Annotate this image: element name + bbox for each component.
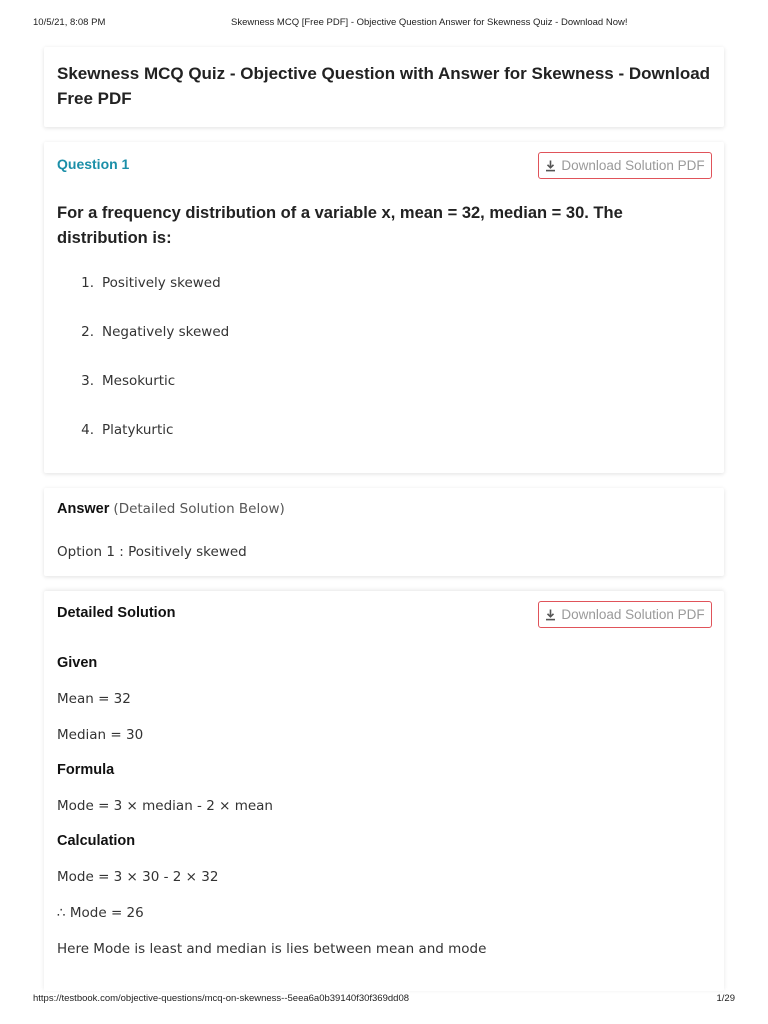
option-number: 1 . (57, 275, 94, 291)
solution-section-given: Given (57, 655, 98, 671)
solution-line: Mean = 32 (57, 691, 131, 707)
download-solution-button-2[interactable] (538, 601, 712, 628)
option-item[interactable] (57, 275, 229, 324)
download-icon (545, 160, 556, 172)
option-item[interactable] (57, 324, 229, 373)
download-icon (545, 609, 556, 621)
answer-heading (57, 501, 285, 517)
solution-heading: Detailed Solution (57, 605, 176, 621)
solution-card (44, 591, 724, 991)
print-doc-title: Skewness MCQ [Free PDF] - Objective Question Answer for Skewness Quiz - Download Now! (231, 17, 628, 28)
page-indicator: 1/29 (716, 993, 735, 1004)
solution-line: ∴ Mode = 26 (57, 905, 144, 921)
option-number: 2 . (57, 324, 94, 340)
solution-section-formula: Formula (57, 762, 115, 778)
print-footer (33, 993, 735, 1007)
option-text: Negatively skewed (102, 324, 230, 340)
page-title: Skewness MCQ Quiz - Objective Question with Answer for Skewness - Download Free PDF (57, 64, 711, 108)
print-url: https://testbook.com/objective-questions/mcq-on-skewness--5eea6a0b39140f30f369dd08 (33, 993, 410, 1004)
title-card (44, 47, 724, 127)
question-label: Question 1 (57, 156, 130, 172)
option-item[interactable] (57, 373, 229, 422)
answer-value: Option 1 : Positively skewed (57, 544, 247, 560)
option-text: Mesokurtic (102, 373, 176, 389)
answer-card (44, 488, 724, 576)
solution-line: Median = 30 (57, 727, 144, 743)
solution-line: Mode = 3 × median - 2 × mean (57, 798, 273, 814)
option-number: 3 . (57, 373, 94, 389)
download-solution-label: Download Solution PDF (561, 607, 705, 622)
answer-label: Answer (57, 501, 110, 517)
option-item[interactable] (57, 422, 229, 471)
option-text: Platykurtic (102, 422, 174, 438)
print-header (33, 17, 735, 31)
print-datetime: 10/5/21, 8:08 PM (33, 17, 106, 28)
solution-conclusion: Here Mode is least and median is lies between mean and mode (57, 941, 487, 957)
download-solution-label: Download Solution PDF (561, 158, 705, 173)
answer-subheading: (Detailed Solution Below) (113, 501, 285, 517)
solution-section-calculation: Calculation (57, 833, 136, 849)
question-card (44, 142, 724, 473)
question-text: For a frequency distribution of a variable x, mean = 32, median = 30. The distribution is: (57, 204, 623, 247)
option-text: Positively skewed (102, 275, 221, 291)
solution-line: Mode = 3 × 30 - 2 × 32 (57, 869, 219, 885)
download-solution-button[interactable] (538, 152, 712, 179)
option-number: 4 . (57, 422, 94, 438)
options-list (57, 275, 229, 471)
